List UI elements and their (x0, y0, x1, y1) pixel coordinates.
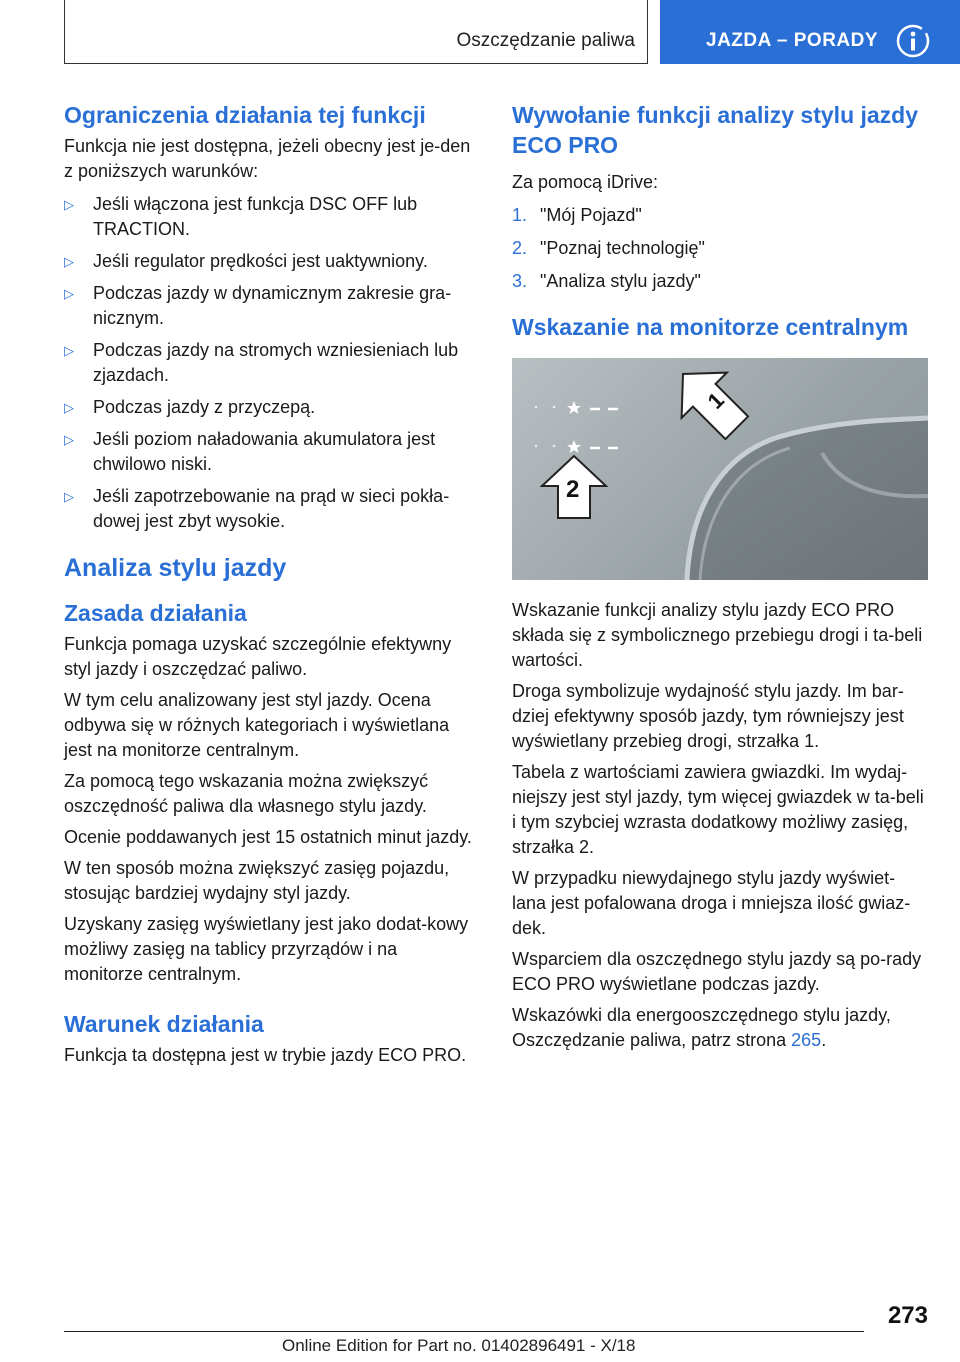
list-item: 3. "Analiza stylu jazdy" (512, 271, 701, 291)
principle-paragraph: Ocenie poddawanych jest 15 ostatnich minut jazdy. (64, 827, 472, 847)
right-column (512, 100, 928, 1053)
tips-paragraph: Wskazówki dla energooszczędnego stylu jazdy, Oszczędzanie paliwa, patrz strona 265. (512, 1005, 891, 1050)
analysis-heading: Analiza stylu jazdy (64, 554, 287, 582)
principle-heading: Zasada działania (64, 600, 247, 626)
list-item: ▷ Jeśli regulator prędkości jest uaktywniony. (64, 249, 476, 274)
display-paragraph: Tabela z wartościami zawiera gwiazdki. Im wydaj-niejszy jest styl jazdy, tym więcej gwiazdek w ta-beli i tym szybciej wzrasta dodatkowy możliwy zasięg, strzałka 2. (512, 762, 924, 857)
left-column (64, 100, 476, 1068)
triangle-bullet-icon: ▷ (64, 489, 74, 504)
triangle-bullet-icon: ▷ (64, 197, 74, 212)
list-item: 2. "Poznaj technologię" (512, 238, 705, 258)
display-heading: Wskazanie na monitorze centralnym (512, 314, 909, 340)
limits-intro: Funkcja nie jest dostępna, jeżeli obecny jest je-den z poniższych warunków: (64, 136, 471, 181)
arrow-2-label: 2 (566, 476, 580, 503)
list-item: ▷ Podczas jazdy na stromych wzniesieniach lub zjazdach. (64, 340, 459, 385)
eco-pro-display-figure (512, 358, 928, 580)
header-section-box (64, 0, 648, 64)
list-item: ▷ Jeśli poziom naładowania akumulatora jest chwilowo niski. (64, 429, 436, 474)
list-item: ▷ Jeśli zapotrzebowanie na prąd w sieci pokła-dowej jest zbyt wysokie. (64, 486, 450, 531)
idrive-steps (512, 203, 928, 294)
footer-edition: Online Edition for Part no. 01402896491 - X/18 (282, 1336, 636, 1355)
list-item: ▷ Podczas jazdy w dynamicznym zakresie gra-nicznym. (64, 283, 452, 328)
chapter-tab[interactable] (660, 0, 960, 64)
principle-paragraph: Za pomocą tego wskazania można zwiększyć oszczędność paliwa dla własnego stylu jazdy. (64, 771, 429, 816)
condition-text: Funkcja ta dostępna jest w trybie jazdy ECO PRO. (64, 1045, 467, 1065)
triangle-bullet-icon: ▷ (64, 432, 74, 447)
page-265-link[interactable]: 265 (791, 1030, 822, 1050)
star-icon (567, 401, 581, 453)
display-paragraph: Droga symbolizuje wydajność stylu jazdy. Im bar-dziej efektywny sposób jazdy, tym równiejszy jest wyświetlany przebieg drogi, strzałka 1. (512, 681, 904, 751)
call-intro: Za pomocą iDrive: (512, 172, 659, 192)
principle-paragraph: Funkcja pomaga uzyskać szczególnie efektywny styl jazdy i oszczędzać paliwo. (64, 634, 452, 679)
display-paragraph: Wsparciem dla oszczędnego stylu jazdy są po-rady ECO PRO wyświetlane podczas jazdy. (512, 949, 922, 994)
triangle-bullet-icon: ▷ (64, 343, 74, 358)
road-illustration (512, 358, 928, 580)
triangle-bullet-icon: ▷ (64, 254, 74, 269)
principle-paragraph: W ten sposób można zwiększyć zasięg pojazdu, stosując bardziej wydajny styl jazdy. (64, 858, 450, 903)
section-title: Oszczędzanie paliwa (456, 30, 635, 51)
principle-paragraph: W tym celu analizowany jest styl jazdy. Ocena odbywa się w różnych kategoriach i wyświetlana jest na monitorze centralnym. (64, 690, 450, 760)
footer-divider (64, 1331, 864, 1332)
display-paragraph: Wskazanie funkcji analizy stylu jazdy ECO PRO składa się z symbolicznego przebiegu drogi i ta-beli wartości. (512, 600, 923, 670)
triangle-bullet-icon: ▷ (64, 400, 74, 415)
info-icon[interactable] (896, 24, 930, 58)
triangle-bullet-icon: ▷ (64, 286, 74, 301)
list-item: 1. "Mój Pojazd" (512, 205, 642, 225)
call-heading: Wywołanie funkcji analizy stylu jazdy ECO PRO (512, 102, 919, 158)
limits-heading: Ograniczenia działania tej funkcji (64, 102, 426, 128)
chapter-title: JAZDA – PORADY (706, 30, 879, 51)
principle-paragraph: Uzyskany zasięg wyświetlany jest jako dodat-kowy możliwy zasięg na tablicy przyrządów i na monitorze centralnym. (64, 914, 469, 984)
list-item: ▷ Jeśli włączona jest funkcja DSC OFF lub TRACTION. (64, 194, 418, 239)
arrow-1-label: 1 (702, 387, 729, 414)
page-number: 273 (887, 1302, 928, 1329)
list-item: ▷ Podczas jazdy z przyczepą. (64, 395, 476, 420)
display-paragraph: W przypadku niewydajnego stylu jazdy wyświet-lana jest pofalowana droga i mniejsza ilość gwiaz-dek. (512, 868, 911, 938)
limits-list (64, 192, 476, 534)
condition-heading: Warunek działania (64, 1011, 264, 1037)
